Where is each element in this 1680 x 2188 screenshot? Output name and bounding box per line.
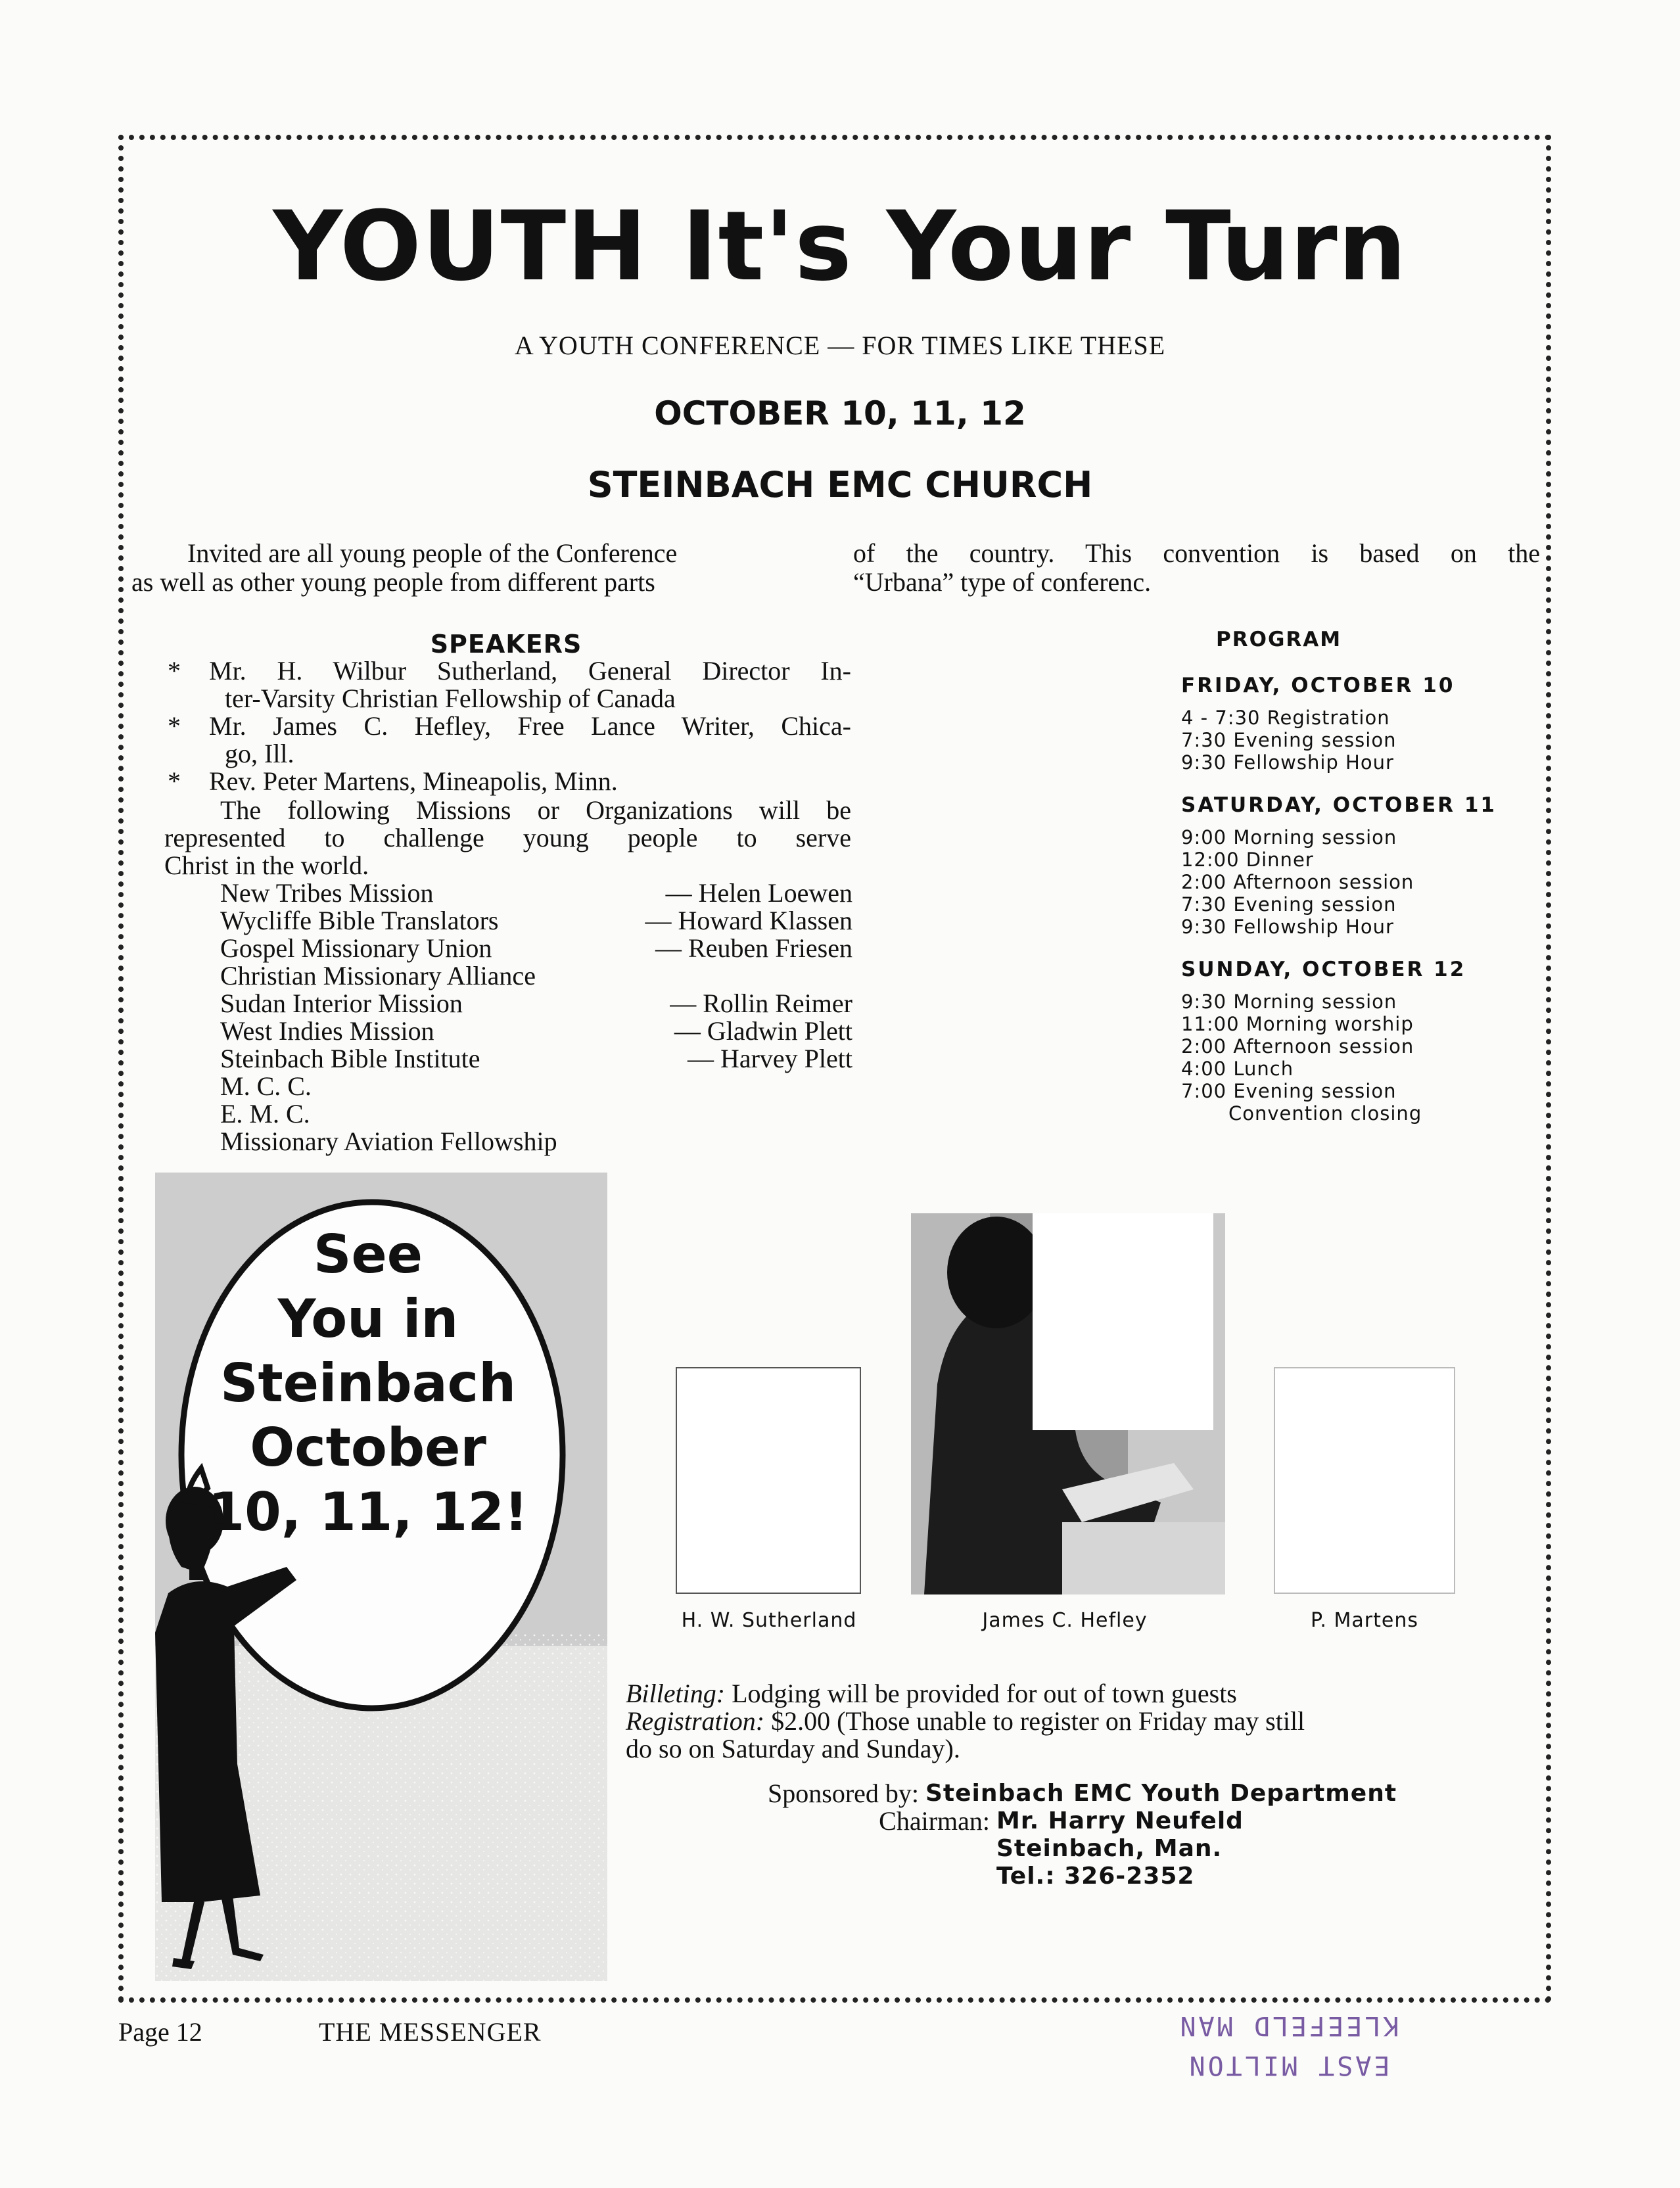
org-name: Christian Missionary Alliance <box>220 961 536 990</box>
page-number: Page 12 <box>118 2017 202 2047</box>
intro-right-column <box>853 539 1540 597</box>
magazine-name: THE MESSENGER <box>319 2017 542 2047</box>
sponsor-label: Sponsored by: <box>768 1779 919 1808</box>
org-name: Missionary Aviation Fellowship <box>220 1127 557 1156</box>
day-heading: FRIDAY, OCTOBER 10 <box>1181 674 1455 697</box>
sponsor-row <box>722 1780 1510 1807</box>
speaker-item <box>164 712 851 768</box>
spacer <box>722 1835 996 1863</box>
org-name: Steinbach Bible Institute <box>220 1044 480 1073</box>
program-schedule <box>1180 628 1548 1144</box>
page-title: YOUTH It's Your Turn <box>273 191 1407 302</box>
org-name: New Tribes Mission <box>220 878 434 908</box>
org-representative: — Harvey Plett <box>687 1044 852 1073</box>
tel-row <box>722 1863 1510 1890</box>
day-heading: SATURDAY, OCTOBER 11 <box>1181 793 1497 817</box>
sponsor-value: Steinbach EMC Youth Department <box>925 1780 1397 1807</box>
schedule-item: 4:00 Lunch <box>1181 1058 1294 1080</box>
photo-hefley <box>911 1213 1225 1594</box>
organizations-intro <box>164 797 851 879</box>
org-name: Gospel Missionary Union <box>220 933 492 963</box>
billeting-line <box>626 1680 1506 1708</box>
caption-martens: P. Martens <box>1311 1609 1418 1632</box>
billeting-label: Billeting: <box>626 1679 726 1708</box>
poster-line: You in <box>277 1288 459 1349</box>
poster-line: 10, 11, 12! <box>208 1481 528 1543</box>
organizations-list <box>220 879 852 1155</box>
schedule-item: 9:00 Morning session <box>1181 826 1397 849</box>
registration-line: do so on Saturday and Sunday). <box>626 1734 960 1763</box>
day-heading: SUNDAY, OCTOBER 12 <box>1181 958 1466 981</box>
schedule-item: 9:30 Fellowship Hour <box>1181 916 1394 938</box>
schedule-item: 2:00 Afternoon session <box>1181 1035 1414 1058</box>
org-row <box>220 962 852 990</box>
billeting-registration-info <box>626 1680 1506 1763</box>
bullet-star: * <box>168 766 181 796</box>
poster-bubble-text <box>197 1222 539 1545</box>
registration-label: Registration: <box>626 1706 765 1736</box>
intro-line: “Urbana” type of conferenc. <box>853 567 1152 597</box>
org-row <box>220 1017 852 1045</box>
speaker-line: Mr. James C. Hefley, Free Lance Writer, Chica- <box>209 711 851 741</box>
org-row <box>220 1128 852 1155</box>
bullet-star: * <box>168 656 181 686</box>
caption-sutherland: H. W. Sutherland <box>681 1609 857 1632</box>
poster-line: October <box>250 1417 486 1478</box>
org-row <box>220 990 852 1017</box>
org-intro-line: Christ in the world. <box>164 850 369 880</box>
intro-line: Invited are all young people of the Conference <box>187 538 678 568</box>
org-representative: — Rollin Reimer <box>670 989 852 1018</box>
billeting-text: Lodging will be provided for out of town guests <box>732 1679 1237 1708</box>
photo-sutherland <box>676 1367 861 1594</box>
intro-left-column <box>131 539 820 597</box>
org-row <box>220 935 852 962</box>
schedule-item-closing: Convention closing <box>1228 1102 1422 1125</box>
schedule-item: 2:00 Afternoon session <box>1181 871 1414 893</box>
registration-text: $2.00 (Those unable to register on Friday may still <box>771 1706 1305 1736</box>
speaker-item <box>164 768 851 795</box>
speakers-list <box>164 657 851 795</box>
stamp-line: EAST MILTON <box>1186 2050 1390 2080</box>
org-row <box>220 1100 852 1128</box>
sponsor-block <box>722 1780 1510 1890</box>
org-row <box>220 1045 852 1073</box>
org-row <box>220 907 852 935</box>
program-day-saturday <box>1180 793 1548 938</box>
org-name: West Indies Mission <box>220 1016 434 1046</box>
org-name: Sudan Interior Mission <box>220 989 463 1018</box>
org-name: E. M. C. <box>220 1099 310 1129</box>
program-day-sunday <box>1180 958 1548 1125</box>
org-name: Wycliffe Bible Translators <box>220 906 499 935</box>
sponsor-tel: Tel.: 326-2352 <box>996 1863 1195 1890</box>
program-day-friday <box>1180 674 1548 774</box>
intro-line: as well as other young people from different parts <box>131 567 655 597</box>
program-heading: PROGRAM <box>1216 628 1342 651</box>
org-row <box>220 879 852 907</box>
bullet-star: * <box>168 711 181 741</box>
man-writing-photo-icon <box>911 1213 1225 1594</box>
subtitle: A YOUTH CONFERENCE — FOR TIMES LIKE THESE <box>514 331 1166 360</box>
speaker-line: ter-Varsity Christian Fellowship of Canada <box>225 684 676 713</box>
sponsor-city: Steinbach, Man. <box>996 1835 1223 1862</box>
city-row <box>722 1835 1510 1863</box>
schedule-item: 9:30 Morning session <box>1181 990 1397 1013</box>
event-dates: OCTOBER 10, 11, 12 <box>654 394 1026 432</box>
schedule-item: 11:00 Morning worship <box>1181 1013 1414 1035</box>
schedule-item: 9:30 Fellowship Hour <box>1181 751 1394 774</box>
schedule-item: 12:00 Dinner <box>1181 849 1314 871</box>
poster-line: See <box>313 1224 423 1285</box>
speaker-line: go, Ill. <box>225 739 294 768</box>
org-name: M. C. C. <box>220 1071 312 1101</box>
schedule-item: 4 - 7:30 Registration <box>1181 707 1390 729</box>
chairman-value: Mr. Harry Neufeld <box>996 1807 1244 1834</box>
schedule-item: 7:30 Evening session <box>1181 893 1397 916</box>
poster-line: Steinbach <box>220 1353 517 1414</box>
caption-hefley: James C. Hefley <box>982 1609 1148 1632</box>
speaker-line: Mr. H. Wilbur Sutherland, General Director In- <box>209 656 851 686</box>
org-intro-line: represented to challenge young people to serve <box>164 823 851 852</box>
photo-martens <box>1274 1367 1455 1594</box>
org-representative: — Reuben Friesen <box>655 933 852 963</box>
org-representative: — Gladwin Plett <box>674 1016 852 1046</box>
registration-line <box>626 1708 1506 1735</box>
chairman-row <box>722 1807 1510 1835</box>
org-row <box>220 1073 852 1100</box>
address-stamp <box>1157 2006 1420 2085</box>
schedule-item: 7:00 Evening session <box>1181 1080 1397 1102</box>
event-venue: STEINBACH EMC CHURCH <box>587 464 1093 505</box>
schedule-item: 7:30 Evening session <box>1181 729 1397 751</box>
chairman-label: Chairman: <box>879 1806 990 1836</box>
org-intro-line: The following Missions or Organizations will be <box>220 795 851 825</box>
intro-line: of the country. This convention is based on the <box>853 538 1540 568</box>
speaker-line: Rev. Peter Martens, Mineapolis, Minn. <box>209 766 618 796</box>
org-representative: — Howard Klassen <box>645 906 852 935</box>
org-representative: — Helen Loewen <box>665 878 852 908</box>
stamp-line: KLEEFELD MAN <box>1177 2011 1399 2041</box>
speakers-heading: SPEAKERS <box>430 630 582 659</box>
spacer <box>722 1863 996 1890</box>
speaker-item <box>164 657 851 712</box>
